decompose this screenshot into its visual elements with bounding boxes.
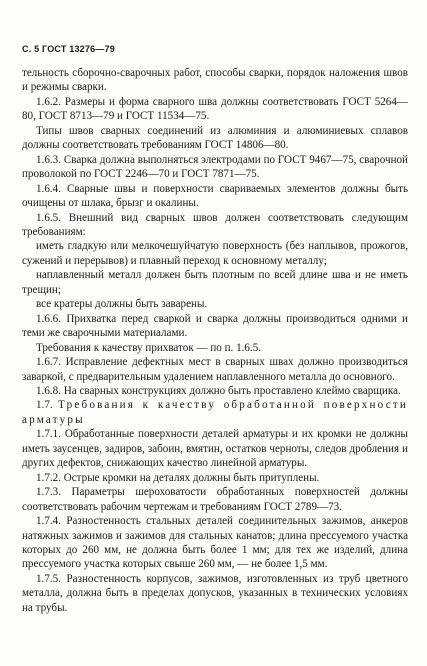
paragraph-1-7-4: 1.7.4. Разностенность стальных деталей соединительных зажимов, анкеров натяжных зажимов и зажимов для стальных канатов; длина прессуемого участка которых до 260 мм, не должна быть более 1 мм; для тех же изделий, длина прессуемого участка которых свыше 260 мм, — не более 1,5 мм. [22,515,408,571]
paragraph-1-6-2: 1.6.2. Размеры и форма сварного шва должны соответствовать ГОСТ 5264—80, ГОСТ 8713—79 и ГОСТ 11534—75. [22,95,408,123]
paragraph: Типы швов сварных соединений из алюминия и алюминиевых сплавов должны соответствовать требованиям ГОСТ 14806—80. [22,124,408,152]
section-title: Требования к качеству обработанной поверхности арматуры [22,399,409,426]
paragraph-1-6-3: 1.6.3. Сварка должна выполняться электродами по ГОСТ 9467—75, сварочной проволокой по ГОСТ 2246—70 и ГОСТ 7871—75. [22,153,408,181]
paragraph: тельность сборочно-сварочных работ, способы сварки, порядок наложения швов и режимы сварки. [22,67,408,94]
paragraph-1-7-1: 1.7.1. Обработанные поверхности деталей арматуры и их кромки не должны иметь заусенцев, задиров, забоин, вмятин, остатков черноты, следов дробления и других дефектов, снижающих качество линейной арматуры. [22,428,408,470]
list-item: наплавленный металл должен быть плотным по всей длине шва и не иметь трещин; [22,269,408,296]
list-item: иметь гладкую или мелкочешуйчатую поверхность (без наплывов, прожогов, сужений и перерывов) и плавный переход к основному металлу; [22,240,408,267]
paragraph-1-6-6: 1.6.6. Прихватка перед сваркой и сварка должны производиться одними и теми же сварочными материалами. [22,312,408,340]
paragraph-1-6-4: 1.6.4. Сварные швы и поверхности свариваемых элементов должны быть очищены от шлака, брызг и окалины. [22,182,408,210]
paragraph: Требования к качеству прихваток — по п. 1.6.5. [36,341,262,354]
paragraph-1-7-3: 1.7.3. Параметры шероховатости обработанных поверхностей должны соответствовать рабочим чертежам и требованиям ГОСТ 2789—73. [22,486,408,513]
document-body [22,66,408,615]
paragraph-1-6-7: 1.6.7. Исправление дефектных мест в сварных швах должно производиться заваркой, с предварительным удалением наплавленного металла до основного. [22,356,408,383]
paragraph-1-6-5: 1.6.5. Внешний вид сварных швов должен соответствовать следующим требованиям: [22,211,408,238]
paragraph-1-7-5: 1.7.5. Разностенность корпусов, зажимов, изготовленных из труб цветного металла, должна быть в пределах допусков, указанных в технических условиях на трубы. [22,572,408,614]
list-item: все кратеры должны быть заварены. [36,298,208,311]
paragraph-1-7-2: 1.7.2. Острые кромки на деталях должны быть притуплены. [36,471,320,484]
section-number: 1.7. [36,399,53,412]
section-heading-1-7 [22,398,408,427]
paragraph-1-6-8: 1.6.8. На сварных конструкциях должно быть проставлено клеймо сварщика. [36,384,401,397]
page-header: С. 5 ГОСТ 13276—79 [22,44,115,54]
